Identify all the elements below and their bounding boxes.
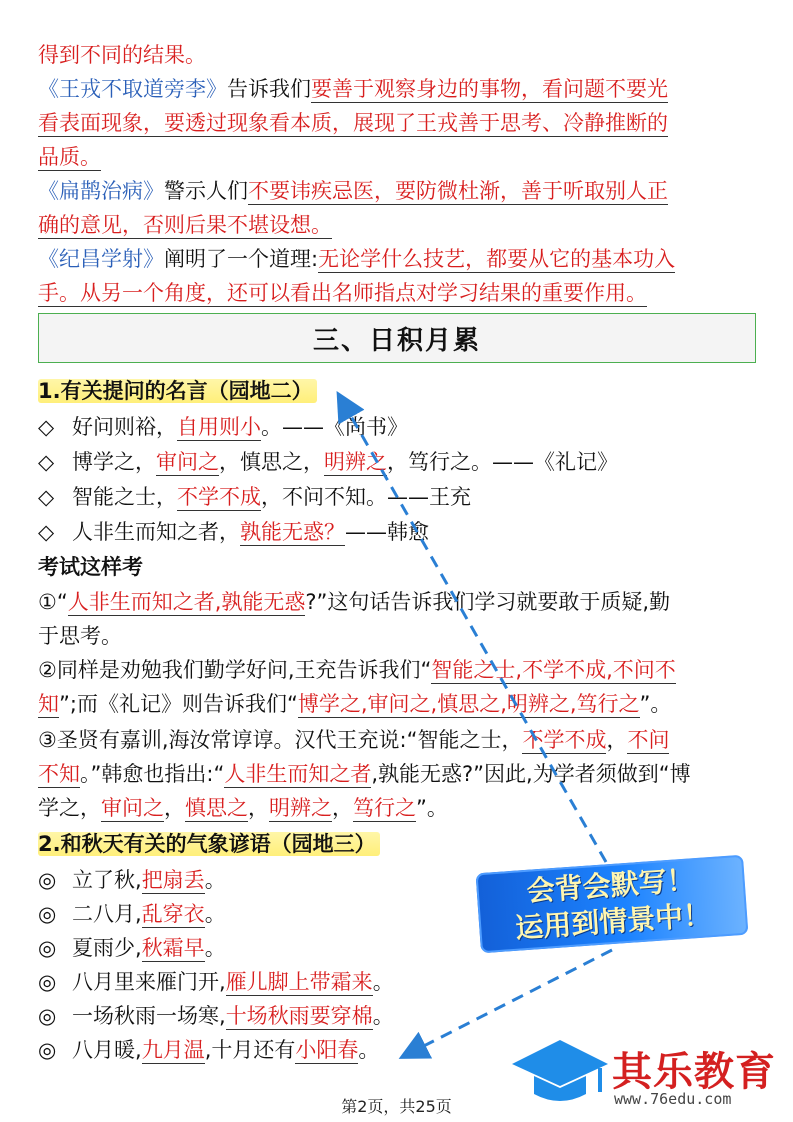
- answer-text: 明辨之: [324, 450, 387, 474]
- answer-text: 秋霜早: [141, 936, 205, 960]
- text-span: ”。: [639, 692, 672, 716]
- text-span: ，: [332, 796, 353, 820]
- story-title: 《王戎不取道旁李》: [38, 77, 227, 101]
- text-span: 告诉我们: [227, 77, 311, 101]
- text-span: ，: [164, 796, 185, 820]
- answer-text: 要善于观察身边的事物，看问题不要光: [311, 77, 668, 101]
- text-span: ③圣贤有嘉训,海汝常谆谆。汉代王充说:“智能之士，: [38, 728, 523, 752]
- diamond-icon: ◇: [38, 485, 55, 509]
- text-span: 。——《尚书》: [261, 415, 408, 439]
- text-span: 阐明了一个道理:: [164, 247, 319, 271]
- text-span: 立了秋,: [72, 868, 142, 892]
- answer-text: 乱穿衣: [141, 902, 205, 926]
- text-span: 学之，: [38, 796, 101, 820]
- text-span: 八月暖,: [72, 1038, 142, 1062]
- stamp-line: 会背会默写！: [525, 863, 696, 908]
- text-span: 。: [204, 902, 226, 926]
- diamond-icon: ◇: [38, 415, 55, 439]
- text-span: ”;而《礼记》则告诉我们“: [59, 692, 298, 716]
- answer-text: 慎思之: [185, 796, 248, 820]
- text-span: ”。: [416, 796, 448, 820]
- bullseye-icon: ◎: [38, 936, 57, 960]
- answer-text: 笃行之: [353, 796, 416, 820]
- stamp-line: 运用到情景中！: [514, 898, 713, 945]
- answer-text: 十场秋雨要穿棉: [225, 1004, 373, 1028]
- bullseye-icon: ◎: [38, 1004, 57, 1028]
- answer-text: 明辨之: [269, 796, 332, 820]
- answer-text: 孰能无惑？: [240, 520, 345, 544]
- exam-line: 于思考。: [38, 624, 122, 648]
- bullseye-icon: ◎: [38, 902, 57, 926]
- answer-text: 人非生而知之者,孰能无惑: [67, 590, 306, 614]
- heading-highlight: 2.和秋天有关的气象谚语（园地三）: [38, 832, 380, 856]
- text-span: 好问则裕，: [72, 415, 177, 439]
- text-span: 。: [204, 936, 226, 960]
- text-span: 。: [204, 868, 226, 892]
- page-number: 第2页，共25页: [341, 1097, 452, 1116]
- text-span: ，不问不知。——王充: [261, 485, 471, 509]
- text-span: ②同样是劝勉我们勤学好问,王充告诉我们“: [38, 658, 432, 682]
- diamond-icon: ◇: [38, 520, 55, 544]
- text-span: ?”这句话告诉我们学习就要敢于质疑,勤: [305, 590, 671, 614]
- text-span: ，笃行之。——《礼记》: [387, 450, 618, 474]
- logo-url: www.76edu.com: [614, 1090, 732, 1108]
- answer-text: 雁儿脚上带霜来: [225, 970, 373, 994]
- story-title: 《扁鹊治病》: [38, 179, 164, 203]
- bullseye-icon: ◎: [38, 1038, 57, 1062]
- text-span: ,孰能无惑?”因此,为学者须做到“博: [371, 762, 691, 786]
- text-span: ①“: [38, 590, 68, 614]
- answer-text: 不知: [38, 762, 80, 786]
- text-span: 。: [372, 970, 394, 994]
- text-span: 。: [358, 1038, 380, 1062]
- text-span: ，: [248, 796, 269, 820]
- text-span: ，: [606, 728, 628, 752]
- logo-name: 其乐教育: [612, 1049, 776, 1095]
- answer-text: 不要讳疾忌医，要防微杜渐，善于听取别人正: [248, 179, 668, 203]
- text-span: ——韩愈: [345, 520, 429, 544]
- arrow-to-part1-heading: [344, 404, 606, 862]
- answer-text: 人非生而知之者: [224, 762, 372, 786]
- answer-text: 不学不成: [522, 728, 607, 752]
- answer-text: 智能之士,不学不成,不问不: [431, 658, 676, 682]
- answer-text: 小阳春: [295, 1038, 359, 1062]
- answer-text: 审问之: [101, 796, 164, 820]
- answer-text: 无论学什么技艺，都要从它的基本功入: [318, 247, 676, 271]
- story-title: 《纪昌学射》: [38, 247, 164, 271]
- bullseye-icon: ◎: [38, 868, 57, 892]
- answer-text: 自用则小: [177, 415, 261, 439]
- diamond-icon: ◇: [38, 450, 55, 474]
- text-span: 二八月,: [72, 902, 142, 926]
- text-span: 警示人们: [164, 179, 248, 203]
- text-span: 博学之，: [72, 450, 156, 474]
- text-span: 智能之士，: [72, 485, 177, 509]
- section-title: 三、日积月累: [38, 313, 756, 363]
- bullseye-icon: ◎: [38, 970, 57, 994]
- text-span: 。”韩愈也指出:“: [80, 762, 225, 786]
- answer-text: 把扇丢: [141, 868, 205, 892]
- answer-text: 不学不成: [177, 485, 261, 509]
- text-span: 人非生而知之者，: [72, 520, 240, 544]
- answer-text: 不问: [627, 728, 670, 752]
- text-span: 一场秋雨一场寒,: [72, 1004, 226, 1028]
- text-span: ，慎思之，: [219, 450, 324, 474]
- text-span: ,十月还有: [204, 1038, 296, 1062]
- answer-text: 看表面现象，要透过现象看本质，展现了王戎善于思考、冷静推断的: [38, 111, 668, 135]
- answer-text: 九月温: [141, 1038, 205, 1062]
- answer-text: 确的意见，否则后果不堪设想。: [38, 213, 332, 237]
- text-span: 。: [372, 1004, 394, 1028]
- exam-heading: 考试这样考: [38, 555, 143, 579]
- answer-text: 品质。: [38, 145, 101, 169]
- answer-text: 知: [38, 692, 59, 716]
- answer-text: 审问之: [156, 450, 219, 474]
- text-span: 夏雨少,: [72, 936, 142, 960]
- text-line: 得到不同的结果。: [38, 43, 206, 67]
- answer-text: 手。从另一个角度，还可以看出名师指点对学习结果的重要作用。: [38, 281, 647, 305]
- text-span: 八月里来雁门开,: [72, 970, 226, 994]
- answer-text: 博学之,审问之,慎思之,明辨之,笃行之: [297, 692, 640, 716]
- heading-highlight: 1.有关提问的名言（园地二）: [38, 379, 317, 403]
